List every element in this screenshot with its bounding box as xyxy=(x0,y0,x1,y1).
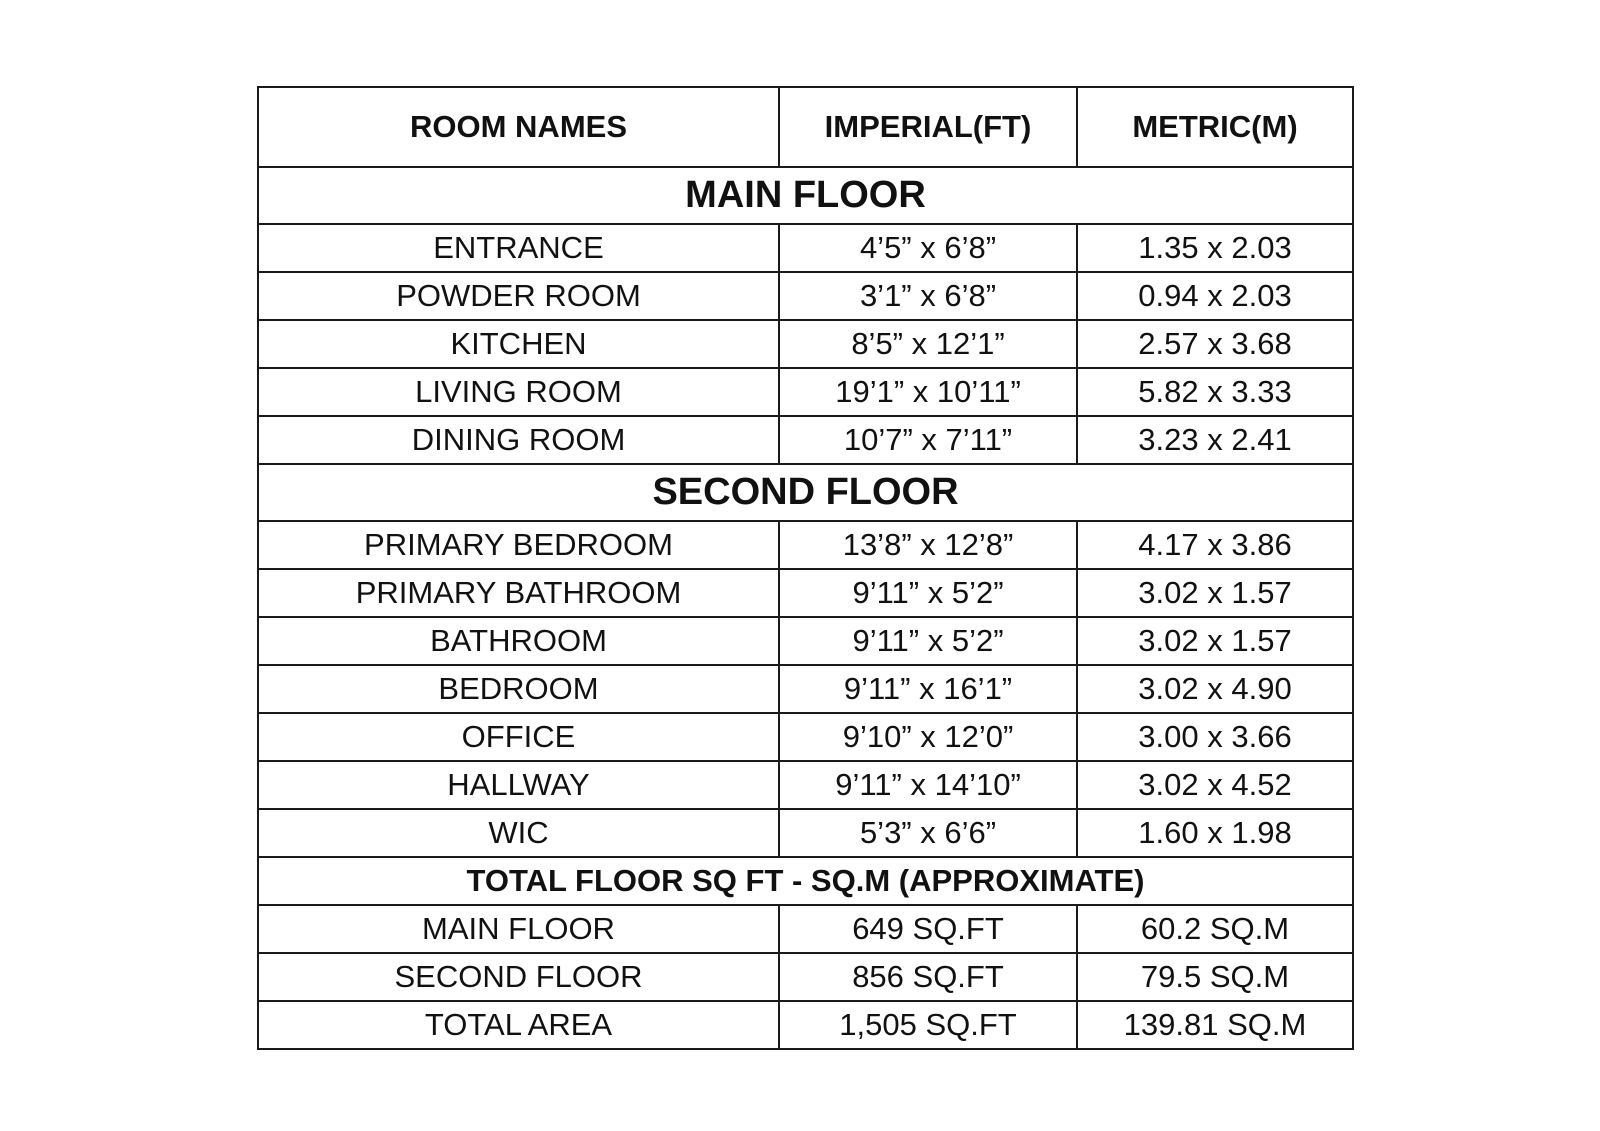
table-row xyxy=(258,809,1353,857)
imperial-area: 649 SQ.FT xyxy=(779,905,1077,953)
totals-row xyxy=(258,953,1353,1001)
table-row xyxy=(258,617,1353,665)
metric-area: 79.5 SQ.M xyxy=(1077,953,1353,1001)
metric-value: 1.35 x 2.03 xyxy=(1077,224,1353,272)
room-name: BATHROOM xyxy=(258,617,779,665)
metric-value: 3.00 x 3.66 xyxy=(1077,713,1353,761)
imperial-value: 9’11” x 5’2” xyxy=(779,569,1077,617)
metric-value: 3.02 x 4.52 xyxy=(1077,761,1353,809)
metric-value: 0.94 x 2.03 xyxy=(1077,272,1353,320)
totals-row xyxy=(258,905,1353,953)
imperial-value: 19’1” x 10’11” xyxy=(779,368,1077,416)
header-row xyxy=(258,87,1353,167)
room-name: KITCHEN xyxy=(258,320,779,368)
table-row xyxy=(258,416,1353,464)
table-row xyxy=(258,665,1353,713)
imperial-value: 13’8” x 12’8” xyxy=(779,521,1077,569)
imperial-value: 9’11” x 5’2” xyxy=(779,617,1077,665)
imperial-value: 3’1” x 6’8” xyxy=(779,272,1077,320)
imperial-area: 856 SQ.FT xyxy=(779,953,1077,1001)
room-name: LIVING ROOM xyxy=(258,368,779,416)
imperial-value: 9’11” x 16’1” xyxy=(779,665,1077,713)
room-name: PRIMARY BATHROOM xyxy=(258,569,779,617)
table-row xyxy=(258,368,1353,416)
table-row xyxy=(258,761,1353,809)
area-name: TOTAL AREA xyxy=(258,1001,779,1049)
imperial-value: 9’10” x 12’0” xyxy=(779,713,1077,761)
metric-value: 3.02 x 1.57 xyxy=(1077,617,1353,665)
room-name: WIC xyxy=(258,809,779,857)
metric-value: 3.02 x 4.90 xyxy=(1077,665,1353,713)
room-name: HALLWAY xyxy=(258,761,779,809)
room-name: DINING ROOM xyxy=(258,416,779,464)
imperial-value: 5’3” x 6’6” xyxy=(779,809,1077,857)
table-row xyxy=(258,224,1353,272)
header-room-names: ROOM NAMES xyxy=(258,87,779,167)
table-row xyxy=(258,521,1353,569)
area-name: SECOND FLOOR xyxy=(258,953,779,1001)
section-main-floor xyxy=(258,167,1353,224)
metric-area: 139.81 SQ.M xyxy=(1077,1001,1353,1049)
totals-row xyxy=(258,1001,1353,1049)
metric-value: 5.82 x 3.33 xyxy=(1077,368,1353,416)
imperial-value: 4’5” x 6’8” xyxy=(779,224,1077,272)
header-imperial: IMPERIAL(FT) xyxy=(779,87,1077,167)
table-row xyxy=(258,713,1353,761)
metric-area: 60.2 SQ.M xyxy=(1077,905,1353,953)
header-metric: METRIC(M) xyxy=(1077,87,1353,167)
metric-value: 3.23 x 2.41 xyxy=(1077,416,1353,464)
room-name: POWDER ROOM xyxy=(258,272,779,320)
metric-value: 1.60 x 1.98 xyxy=(1077,809,1353,857)
room-dimensions-table xyxy=(257,86,1354,1050)
metric-value: 4.17 x 3.86 xyxy=(1077,521,1353,569)
section-second-floor xyxy=(258,464,1353,521)
section-title: MAIN FLOOR xyxy=(258,167,1353,224)
metric-value: 3.02 x 1.57 xyxy=(1077,569,1353,617)
room-name: OFFICE xyxy=(258,713,779,761)
table-row xyxy=(258,272,1353,320)
imperial-value: 10’7” x 7’11” xyxy=(779,416,1077,464)
section-title: TOTAL FLOOR SQ FT - SQ.M (APPROXIMATE) xyxy=(258,857,1353,905)
table-row xyxy=(258,569,1353,617)
room-name: BEDROOM xyxy=(258,665,779,713)
imperial-value: 9’11” x 14’10” xyxy=(779,761,1077,809)
area-name: MAIN FLOOR xyxy=(258,905,779,953)
room-name: PRIMARY BEDROOM xyxy=(258,521,779,569)
table-row xyxy=(258,320,1353,368)
section-title: SECOND FLOOR xyxy=(258,464,1353,521)
metric-value: 2.57 x 3.68 xyxy=(1077,320,1353,368)
imperial-value: 8’5” x 12’1” xyxy=(779,320,1077,368)
room-name: ENTRANCE xyxy=(258,224,779,272)
section-totals xyxy=(258,857,1353,905)
imperial-area: 1,505 SQ.FT xyxy=(779,1001,1077,1049)
